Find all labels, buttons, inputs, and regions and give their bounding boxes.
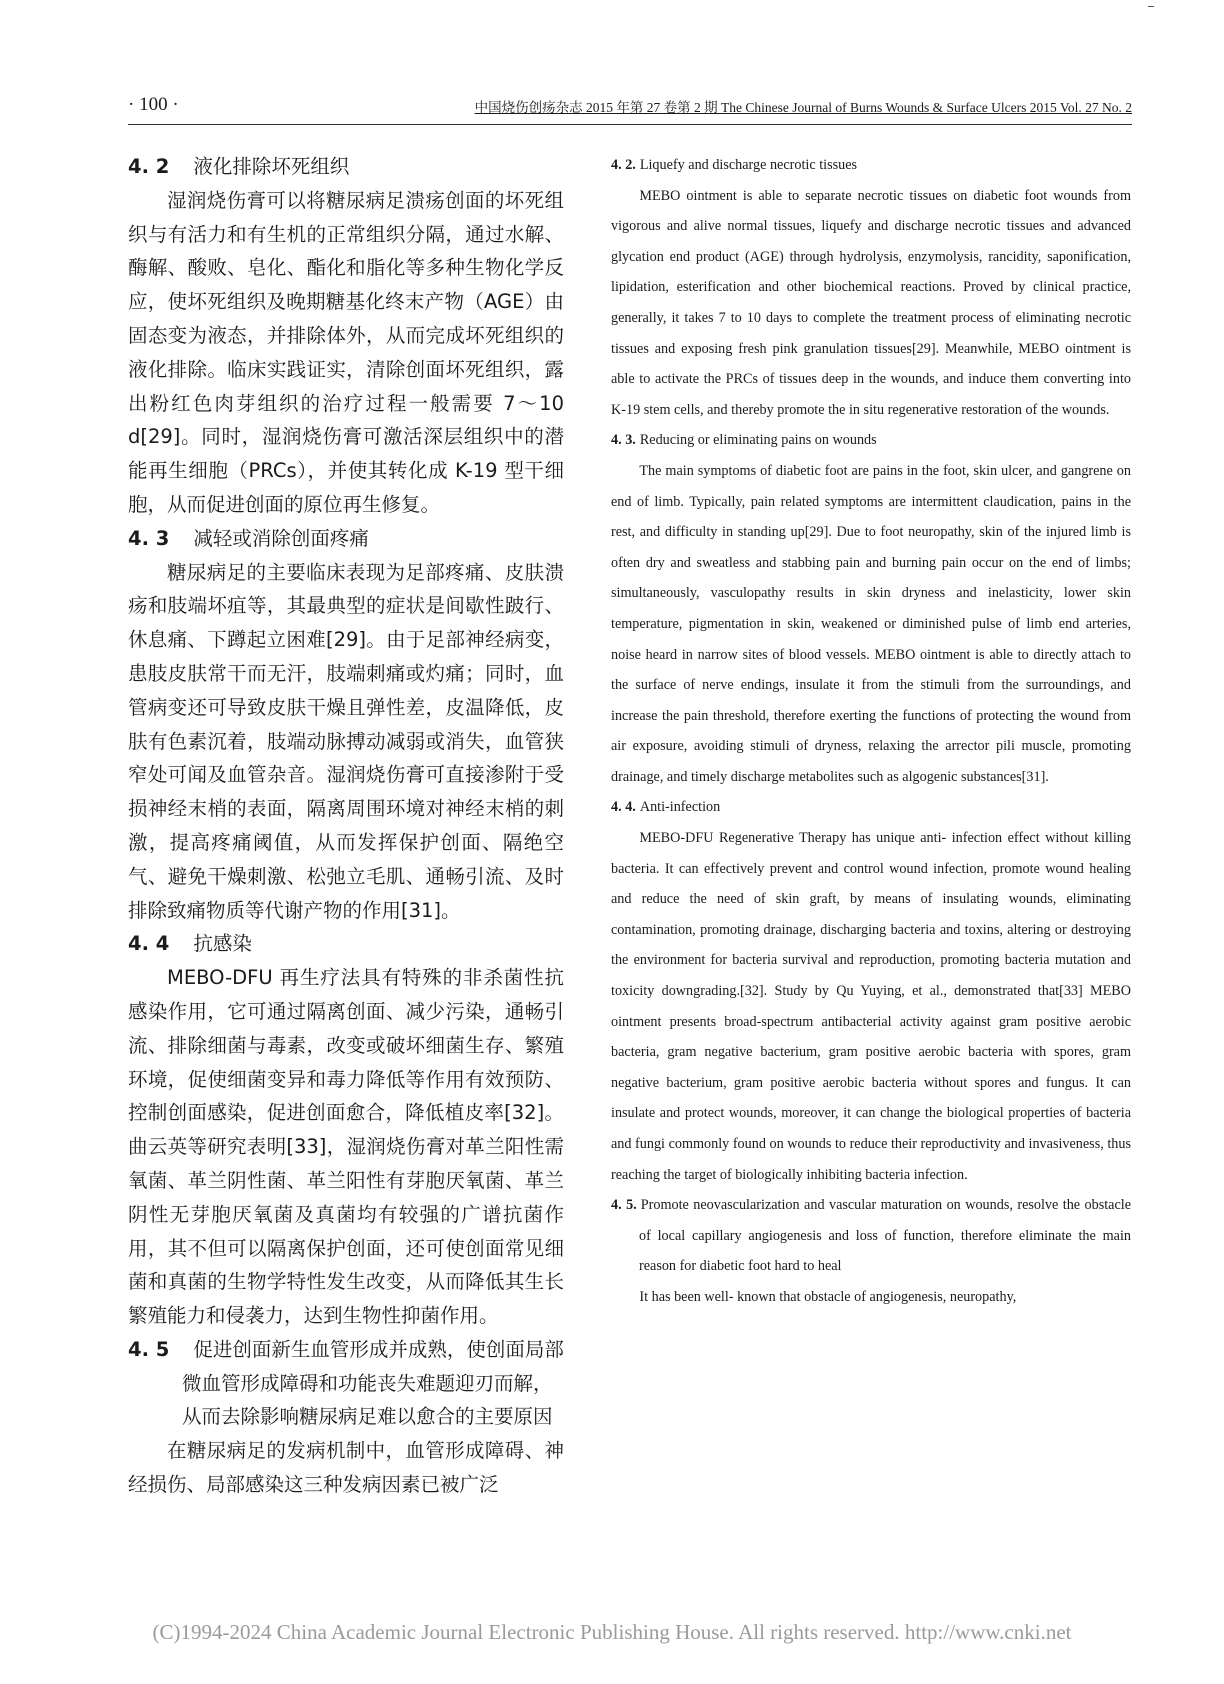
section-heading-4-5-en (611, 1190, 1131, 1282)
section-number: 4. 3. (611, 432, 636, 449)
section-heading-4-4-cn (128, 927, 564, 961)
section-number: 4. 2. (611, 157, 636, 173)
section-title: Reducing or eliminating pains on wounds (639, 432, 877, 449)
paragraph: It has been well- known that obstacle of angiogenesis, neuropathy, (639, 1288, 1017, 1305)
page-header (128, 94, 1132, 118)
section-title: 减轻或消除创面疼痛 (193, 526, 369, 550)
section-title: Liquefy and discharge necrotic tissues (639, 157, 858, 173)
section-title: Promote neovascularization and vascular maturation on wounds, resolve the obstacle of local capillary angiogenesis and loss of function, therefore eliminate the main reason for diabetic foot hard to heal (639, 1197, 1132, 1275)
paragraph: MEBO ointment is able to separate necrotic tissues on diabetic foot wounds from vigorous and alive normal tissues, liquefy and discharge necrotic tissues and advanced glycation end product (AGE) through hydrolysis, enzymolysis, rancidity, saponification, lipidation, esterification and other biochemical reactions. Proved by clinical practice, generally, it takes 7 to 10 days to complete the treatment process of eliminating necrotic tissues and exposing fresh pink granulation tissues[29]. Meanwhile, MEBO ointment is able to activate the PRCs of tissues deep in the wounds, and induce them converting into K-19 stem cells, and thereby promote the in situ regenerative restoration of the wounds. (611, 187, 1131, 418)
paragraph: MEBO-DFU 再生疗法具有特殊的非杀菌性抗感染作用，它可通过隔离创面、减少污染，通畅引流、排除细菌与毒素，改变或破坏细菌生存、繁殖环境，促使细菌变异和毒力降低等作用有效预防、控制创面感染，促进创面愈合，降低植皮率[32]。曲云英等研究表明[33]，湿润烧伤膏对革兰阳性需氧菌、革兰阴性菌、革兰阳性有芽胞厌氧菌、革兰阴性无芽胞厌氧菌及真菌均有较强的广谱抗菌作用，其不但可以隔离保护创面，还可使创面常见细菌和真菌的生物学特性发生改变，从而降低其生长繁殖能力和侵袭力，达到生物性抑菌作用。 (128, 966, 564, 1328)
section-heading-4-3-en (611, 425, 1131, 456)
paragraph: 在糖尿病足的发病机制中，血管形成障碍、神经损伤、局部感染这三种发病因素已被广泛 (128, 1439, 564, 1497)
paragraph: 湿润烧伤膏可以将糖尿病足溃疡创面的坏死组织与有活力和有生机的正常组织分隔，通过水解、酶解、酸败、皂化、酯化和脂化等多种生物化学反应，使坏死组织及晚期糖基化终末产物（AGE）由固态变为液态，并排除体外，从而完成坏死组织的液化排除。临床实践证实，清除创面坏死组织，露出粉红色肉芽组织的治疗过程一般需要 7～10 d[29]。同时，湿润烧伤膏可激活深层组织中的潜能再生细胞（PRCs），并使其转化成 K-19 型干细胞，从而促进创面的原位再生修复。 (128, 188, 564, 516)
section-title: 液化排除坏死组织 (193, 155, 350, 178)
section-number: 4. 4 (128, 932, 170, 956)
section-number: 4. 4. (611, 799, 636, 816)
page-number: · 100 · (128, 94, 179, 115)
paragraph: 糖尿病足的主要临床表现为足部疼痛、皮肤溃疡和肢端坏疽等，其最典型的症状是间歇性跛行、休息痛、下蹲起立困难[29]。由于足部神经病变，患肢皮肤常干而无汗，肢端刺痛或灼痛；同时，血管病变还可导致皮肤干燥且弹性差，皮温降低，皮肤有色素沉着，肢端动脉搏动减弱或消失，血管狭窄处可闻及血管杂音。湿润烧伤膏可直接渗附于受损神经末梢的表面，隔离周围环境对神经末梢的刺激，提高疼痛阈值，从而发挥保护创面、隔绝空气、避免干燥刺激、松弛立毛肌、通畅引流、及时排除致痛物质等代谢产物的作用[31]。 (128, 560, 564, 922)
section-heading-4-2-cn (128, 150, 564, 184)
section-heading-4-5-cn (128, 1333, 564, 1434)
section-title: Anti-infection (639, 799, 721, 816)
section-number: 4. 5 (128, 1337, 170, 1361)
section-heading-4-3-cn (128, 522, 564, 556)
english-column (611, 150, 1131, 1313)
running-title: 中国烧伤创疡杂志 2015 年第 27 卷第 2 期 The Chinese Journal of Burns Wounds & Surface Ulcers 2015 Vol. 27 No. 2 (474, 100, 1132, 115)
copyright-footer: (C)1994-2024 China Academic Journal Electronic Publishing House. All rights reserved. http://www.cnki.net (152, 1620, 1072, 1644)
section-number: 4. 3 (128, 526, 170, 550)
scan-mark (1148, 6, 1154, 7)
section-number: 4. 2 (128, 155, 170, 178)
paragraph: The main symptoms of diabetic foot are pains in the foot, skin ulcer, and gangrene on end of limb. Typically, pain related symptoms are intermittent claudication, pains in the rest, and difficulty in standing up[29]. Due to foot neuropathy, skin of the injured limb is often dry and sweatless and stabbing pain and burning pain occur on the end of limbs; simultaneously, vasculopathy results in skin dryness and inelasticity, lower skin temperature, pigmentation in skin, weakened or diminished pulse of limb end arteries, noise heard in narrow sites of blood vessels. MEBO ointment is able to directly attach to the surface of nerve endings, insulate it from the stimuli from the surroundings, and increase the pain threshold, therefore exerting the functions of protecting the wound from air exposure, avoiding stimuli of dryness, relaxing the arrector pili muscle, promoting drainage, and timely discharge metabolites such as algogenic substances[31]. (611, 462, 1131, 785)
section-title: 抗感染 (193, 932, 252, 956)
chinese-column (128, 150, 564, 1502)
section-number: 4. 5. (611, 1197, 637, 1214)
header-rule (128, 124, 1132, 125)
section-heading-4-4-en (611, 792, 1131, 823)
section-title: 促进创面新生血管形成并成熟，使创面局部微血管形成障碍和功能丧失难题迎刃而解，从而去除影响糖尿病足难以愈合的主要原因 (182, 1337, 564, 1429)
paragraph: MEBO-DFU Regenerative Therapy has unique anti- infection effect without killing bacteria. It can effectively prevent and control wound infection, promote wound healing and reduce the need of skin graft, by means of insulating wounds, eliminating contamination, promoting drainage, discharging bacteria and toxins, altering or destroying the environment for bacteria survival and reproduction, promoting bacteria mutation and toxicity downgrading.[32]. Study by Qu Yuying, et al., demonstrated that[33] MEBO ointment presents broad-spectrum antibacterial activity against gram positive aerobic bacteria, gram negative bacterium, gram positive aerobic bacteria with spores, gram negative bacterium, gram positive aerobic bacteria without spores and fungus. It can insulate and protect wounds, moreover, it can change the biological properties of bacteria and fungi commonly found on wounds to reduce their reproductivity and invasiveness, thus reaching the target of biologically inhibiting bacteria infection. (611, 830, 1131, 1183)
section-heading-4-2-en (611, 150, 1131, 181)
